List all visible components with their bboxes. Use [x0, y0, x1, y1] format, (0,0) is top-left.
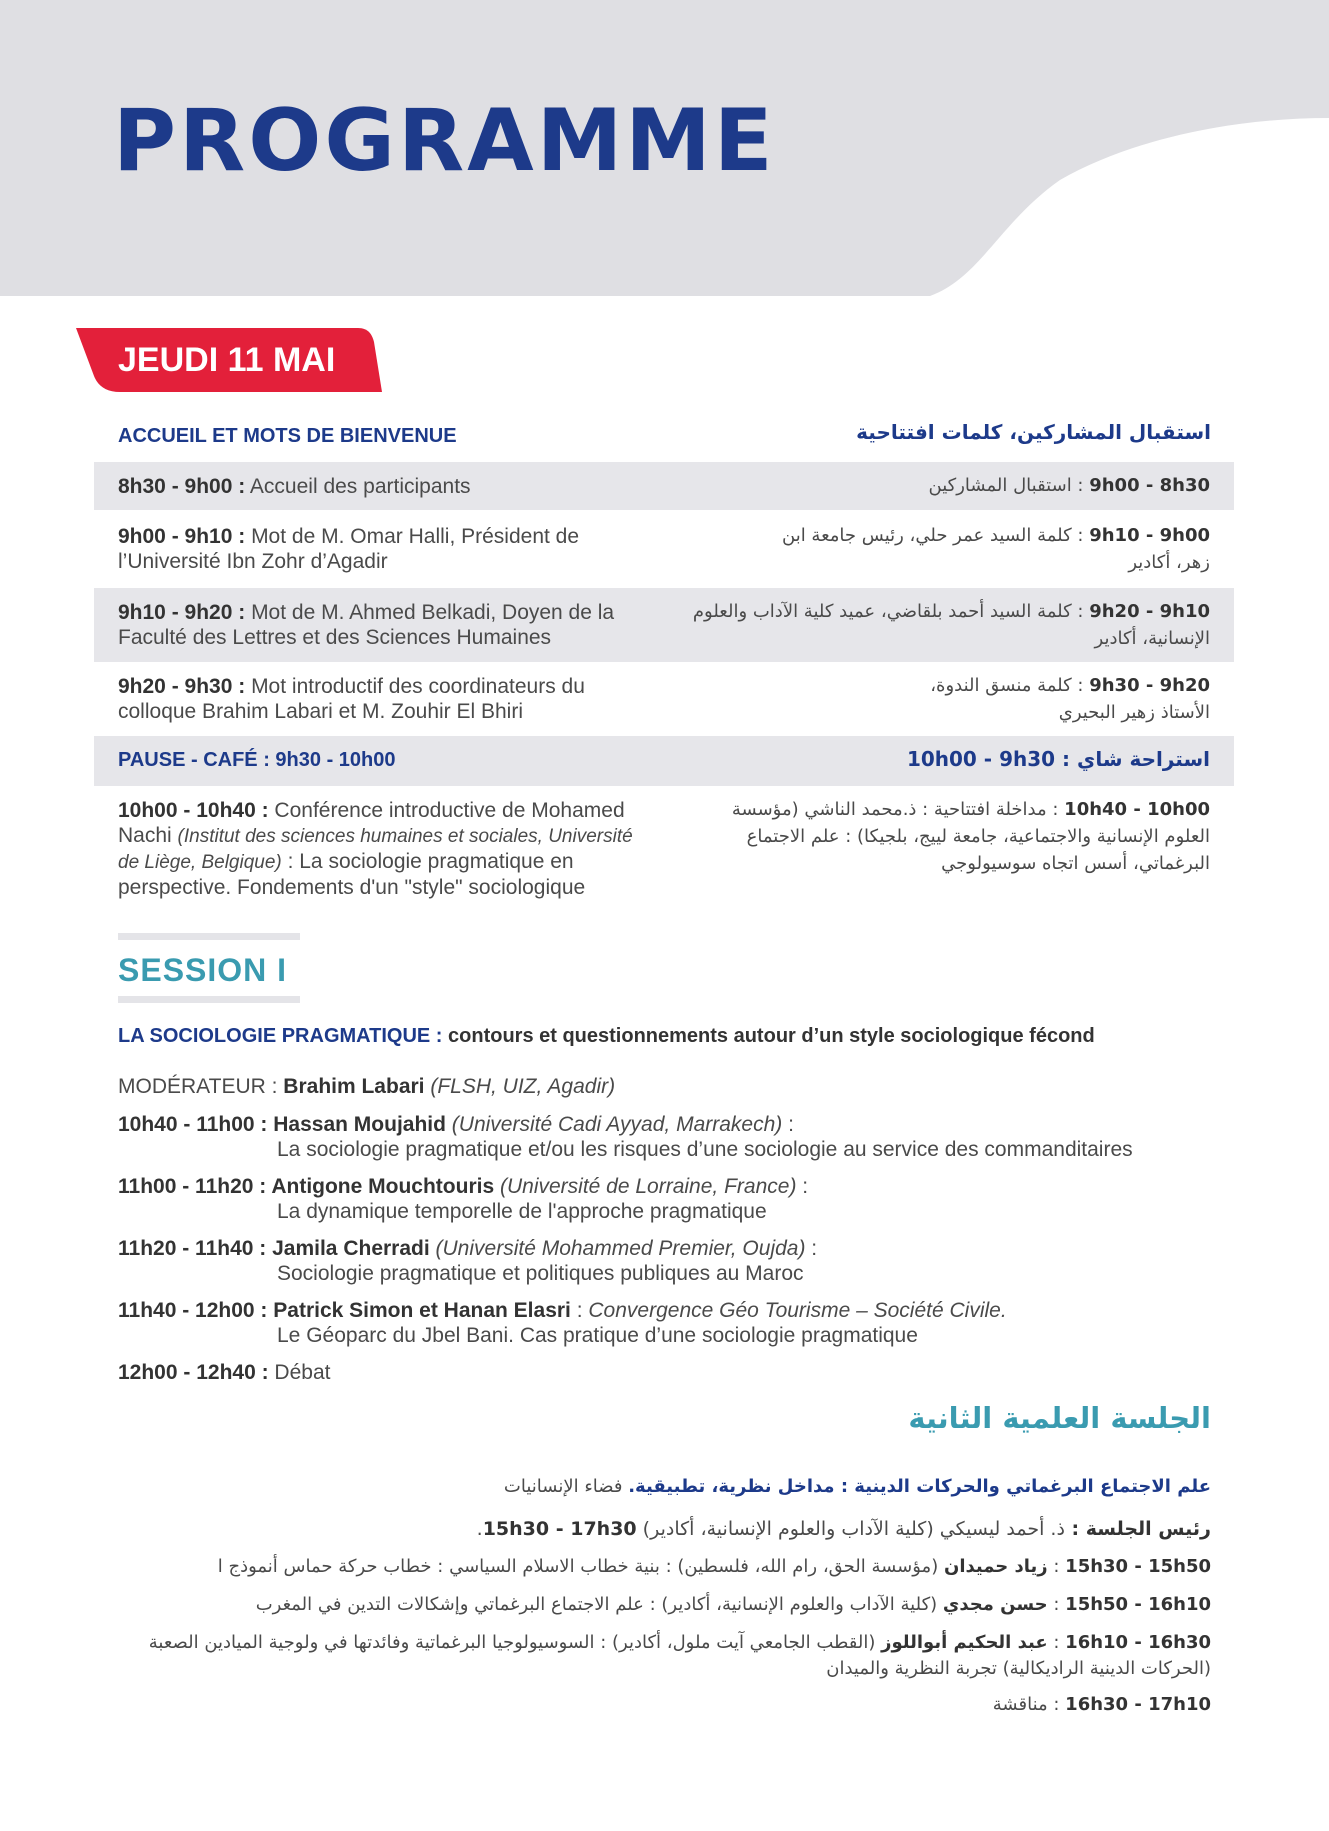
session-theme-ar	[101, 1474, 1211, 1500]
row-text: Accueil des participants	[245, 475, 471, 498]
talk-time: 11h40 - 12h00 :	[118, 1299, 274, 1322]
conference-title: : La sociologie pragmatique en perspective. Fondements d'un "style" sociologique	[118, 850, 586, 899]
conference-fr	[118, 798, 658, 900]
chair-time-ar: 15h30 - 17h30	[482, 1518, 637, 1540]
pause-fr	[118, 748, 658, 773]
talk-affiliation: (Université de Lorraine, France)	[499, 1175, 797, 1198]
session-theme-label-ar: علم الاجتماع البرغماتي والحركات الدينية : مداخل نظرية، تطبيقية.	[628, 1476, 1211, 1497]
talk-item: 10h40 - 11h00 : Hassan Moujahid (Université Cadi Ayyad, Marrakech) : La sociologie pragmatique et/ou les risques d’une sociologie au service des commanditaires	[118, 1112, 1228, 1162]
pause-label: PAUSE - CAFÉ :	[118, 749, 276, 771]
row-fr	[118, 674, 658, 724]
row-time: 9h10 - 9h20 :	[118, 601, 246, 624]
talk-speaker: Jamila Cherradi	[272, 1237, 436, 1260]
row-text: Mot de M. Ahmed Belkadi, Doyen de la Faculté des Lettres et des Sciences Humaines	[118, 601, 615, 649]
talk-time-ar: 15h30 - 15h50	[1065, 1556, 1211, 1577]
talk-item: 11h20 - 11h40 : Jamila Cherradi (Université Mohammed Premier, Oujda) : Sociologie pragmatique et politiques publiques au Maroc	[118, 1236, 1228, 1286]
talk-text-ar: (كلية الآداب والعلوم الإنسانية، أكادير) : علم الاجتماع البرغماتي وإشكالات التدين في المغرب	[255, 1594, 943, 1615]
session-bar-bottom	[118, 996, 300, 1003]
talk-time: 11h00 - 11h20 :	[118, 1175, 272, 1198]
accueil-heading-ar: استقبال المشاركين، كلمات افتتاحية	[856, 420, 1211, 444]
talk-title: La sociologie pragmatique et/ou les risques d’une sociologie au service des commanditaires	[277, 1138, 1133, 1161]
schedule-row	[94, 462, 1234, 510]
debate-label-ar: مناقشة	[992, 1694, 1048, 1715]
conference-text-ar: مداخلة افتتاحية : ذ.محمد الناشي (مؤسسة العلوم الإنسانية والاجتماعية، جامعة لييج، بلجيكا) : علم الاجتماع البرغماتي، أسس اتجاه سوسيولوجي	[731, 799, 1210, 874]
conference-row	[94, 786, 1234, 906]
talk-item-ar: 15h50 - 16h10 : حسن مجدي (كلية الآداب والعلوم الإنسانية، أكادير) : علم الاجتماع البرغماتي وإشكالات التدين في المغرب	[255, 1594, 1211, 1615]
talk-affiliation: (Université Mohammed Premier, Oujda)	[435, 1237, 806, 1260]
pause-ar: استراحة شاي : 10h00 - 9h30	[906, 747, 1210, 771]
conference-speaker: Conférence introductive de Mohamed Nachi	[118, 799, 625, 847]
talk-time: 10h40 - 11h00 :	[118, 1113, 274, 1136]
talk-speaker-ar: زياد حميدان	[943, 1556, 1048, 1577]
row-time: 8h30 - 9h00 :	[118, 475, 246, 498]
talk-affiliation: (Université Cadi Ayyad, Marrakech)	[451, 1113, 783, 1136]
row-fr	[118, 524, 658, 574]
moderator-line	[118, 1074, 1228, 1099]
chair-label-ar: رئيس الجلسة :	[1064, 1518, 1211, 1540]
page-title: PROGRAMME	[113, 91, 776, 191]
row-text: Mot introductif des coordinateurs du colloque Brahim Labari et M. Zouhir El Bhiri	[118, 675, 585, 723]
schedule-row	[94, 510, 1234, 588]
row-text-ar: كلمة السيد عمر حلي، رئيس جامعة ابن زهر، أكادير	[782, 525, 1210, 573]
row-ar: 9h10 - 9h00 : كلمة السيد عمر حلي، رئيس جامعة ابن زهر، أكادير	[782, 525, 1210, 573]
row-text-ar: كلمة السيد أحمد بلقاضي، عميد كلية الآداب والعلوم الإنسانية، أكادير	[692, 601, 1210, 649]
moderator-name: Brahim Labari	[283, 1075, 431, 1098]
row-text-ar: استقبال المشاركين	[928, 475, 1072, 496]
moderator-label: MODÉRATEUR :	[118, 1075, 284, 1098]
session-bar-top	[118, 933, 300, 940]
row-text: Mot de M. Omar Halli, Président de l’Université Ibn Zohr d’Agadir	[118, 525, 580, 573]
row-time-ar: 9h30 - 9h20	[1089, 675, 1210, 696]
talk-text-ar: (مؤسسة الحق، رام الله، فلسطين) : بنية خطاب الاسلام السياسي : خطاب حركة حماس أنموذج ا	[217, 1556, 944, 1577]
talk-item-ar: 15h30 - 15h50 : زياد حميدان (مؤسسة الحق، رام الله، فلسطين) : بنية خطاب الاسلام السياسي : خطاب حركة حماس أنموذج ا	[217, 1556, 1211, 1577]
session-theme-text-ar: فضاء الإنسانيات	[503, 1476, 629, 1497]
debate-label: Débat	[268, 1361, 331, 1384]
pause-label-ar: استراحة شاي	[1077, 747, 1210, 771]
conference-time: 10h00 - 10h40 :	[118, 799, 269, 822]
talk-title: La dynamique temporelle de l'approche pragmatique	[277, 1200, 767, 1223]
row-ar: 9h30 - 9h20 : كلمة منسق الندوة، الأستاذ زهير البحيري	[930, 675, 1210, 723]
talk-speaker: Patrick Simon et Hanan Elasri	[273, 1299, 577, 1322]
debate-line-ar: 16h30 - 17h10 : مناقشة	[992, 1694, 1211, 1715]
talk-item-ar: 16h10 - 16h30 : عبد الحكيم أبواللوز (القطب الجامعي آيت ملول، أكادير) : السوسيولوجيا البرغماتية وفائدتها في ولوجية الميادين الصعبة (الحركات الدينية الراديكالية) تجربة النظرية والميدان	[148, 1632, 1211, 1679]
talk-time-ar: 15h50 - 16h10	[1065, 1594, 1211, 1615]
moderator-affiliation: (FLSH, UIZ, Agadir)	[430, 1075, 616, 1098]
talk-time: 11h20 - 11h40 :	[118, 1237, 273, 1260]
session-theme-text: contours et questionnements autour d’un style sociologique fécond	[442, 1025, 1095, 1047]
schedule-row	[94, 662, 1234, 736]
conference-affiliation: (Institut des sciences humaines et sociales, Université de Liège, Belgique)	[118, 826, 633, 873]
talk-speaker-ar: عبد الحكيم أبواللوز	[881, 1632, 1048, 1653]
talk-title: Le Géoparc du Jbel Bani. Cas pratique d’une sociologie pragmatique	[277, 1324, 918, 1347]
talk-speaker-ar: حسن مجدي	[942, 1594, 1048, 1615]
row-time-ar: 9h20 - 9h10	[1089, 601, 1210, 622]
accueil-heading-fr: ACCUEIL ET MOTS DE BIENVENUE	[118, 425, 457, 447]
row-time: 9h00 - 9h10 :	[118, 525, 246, 548]
debate-line	[118, 1360, 1228, 1385]
row-time: 9h20 - 9h30 :	[118, 675, 246, 698]
pause-time: 9h30 - 10h00	[275, 749, 396, 771]
talk-text-ar: (القطب الجامعي آيت ملول، أكادير) : السوسيولوجيا البرغماتية وفائدتها في ولوجية الميادين الصعبة (الحركات الدينية الراديكالية) تجربة النظرية والميدان	[148, 1632, 1211, 1679]
debate-time-ar: 16h30 - 17h10	[1065, 1694, 1211, 1715]
pause-time-ar: 10h00 - 9h30	[906, 747, 1056, 771]
chair-text-ar: ذ. أحمد ليسيكي (كلية الآداب والعلوم الإنسانية، أكادير)	[636, 1518, 1065, 1540]
conference-time-ar: 10h40 - 10h00	[1064, 799, 1210, 820]
session-title-ar: الجلسة العلمية الثانية	[908, 1401, 1211, 1435]
talk-speaker: Antigone Mouchtouris	[271, 1175, 500, 1198]
talk-time-ar: 16h10 - 16h30	[1065, 1632, 1211, 1653]
talk-speaker: Hassan Moujahid	[273, 1113, 452, 1136]
row-time-ar: 9h10 - 9h00	[1089, 525, 1210, 546]
talk-item: 11h00 - 11h20 : Antigone Mouchtouris (Université de Lorraine, France) : La dynamique temporelle de l'approche pragmatique	[118, 1174, 1228, 1224]
row-text-ar: كلمة منسق الندوة، الأستاذ زهير البحيري	[930, 675, 1210, 723]
conference-ar: 10h40 - 10h00 : مداخلة افتتاحية : ذ.محمد الناشي (مؤسسة العلوم الإنسانية والاجتماعية، جامعة لييج، بلجيكا) : علم الاجتماع البرغماتي، أسس اتجاه سوسيولوجي	[731, 799, 1210, 874]
pause-row	[94, 736, 1234, 786]
row-fr	[118, 600, 658, 650]
chair-line-ar: رئيس الجلسة : ذ. أحمد ليسيكي (كلية الآداب والعلوم الإنسانية، أكادير) 15h30 - 17h30.	[476, 1518, 1211, 1540]
row-ar: 9h20 - 9h10 : كلمة السيد أحمد بلقاضي، عميد كلية الآداب والعلوم الإنسانية، أكادير	[692, 601, 1210, 649]
session-theme	[118, 1024, 1228, 1049]
talk-item: 11h40 - 12h00 : Patrick Simon et Hanan Elasri : Convergence Géo Tourisme – Société Civile. Le Géoparc du Jbel Bani. Cas pratique d’une sociologie pragmatique	[118, 1298, 1228, 1348]
row-time-ar: 9h00 - 8h30	[1089, 475, 1210, 496]
day-label: JEUDI 11 MAI	[118, 341, 336, 379]
row-fr	[118, 474, 658, 499]
talk-affiliation: Convergence Géo Tourisme – Société Civile.	[588, 1299, 1007, 1322]
session-theme-label: LA SOCIOLOGIE PRAGMATIQUE :	[118, 1025, 443, 1047]
row-ar: 9h00 - 8h30 : استقبال المشاركين	[928, 475, 1210, 496]
talk-title: Sociologie pragmatique et politiques publiques au Maroc	[277, 1262, 804, 1285]
debate-time: 12h00 - 12h40 :	[118, 1361, 269, 1384]
schedule-row	[94, 588, 1234, 662]
session-title: SESSION I	[118, 952, 288, 988]
